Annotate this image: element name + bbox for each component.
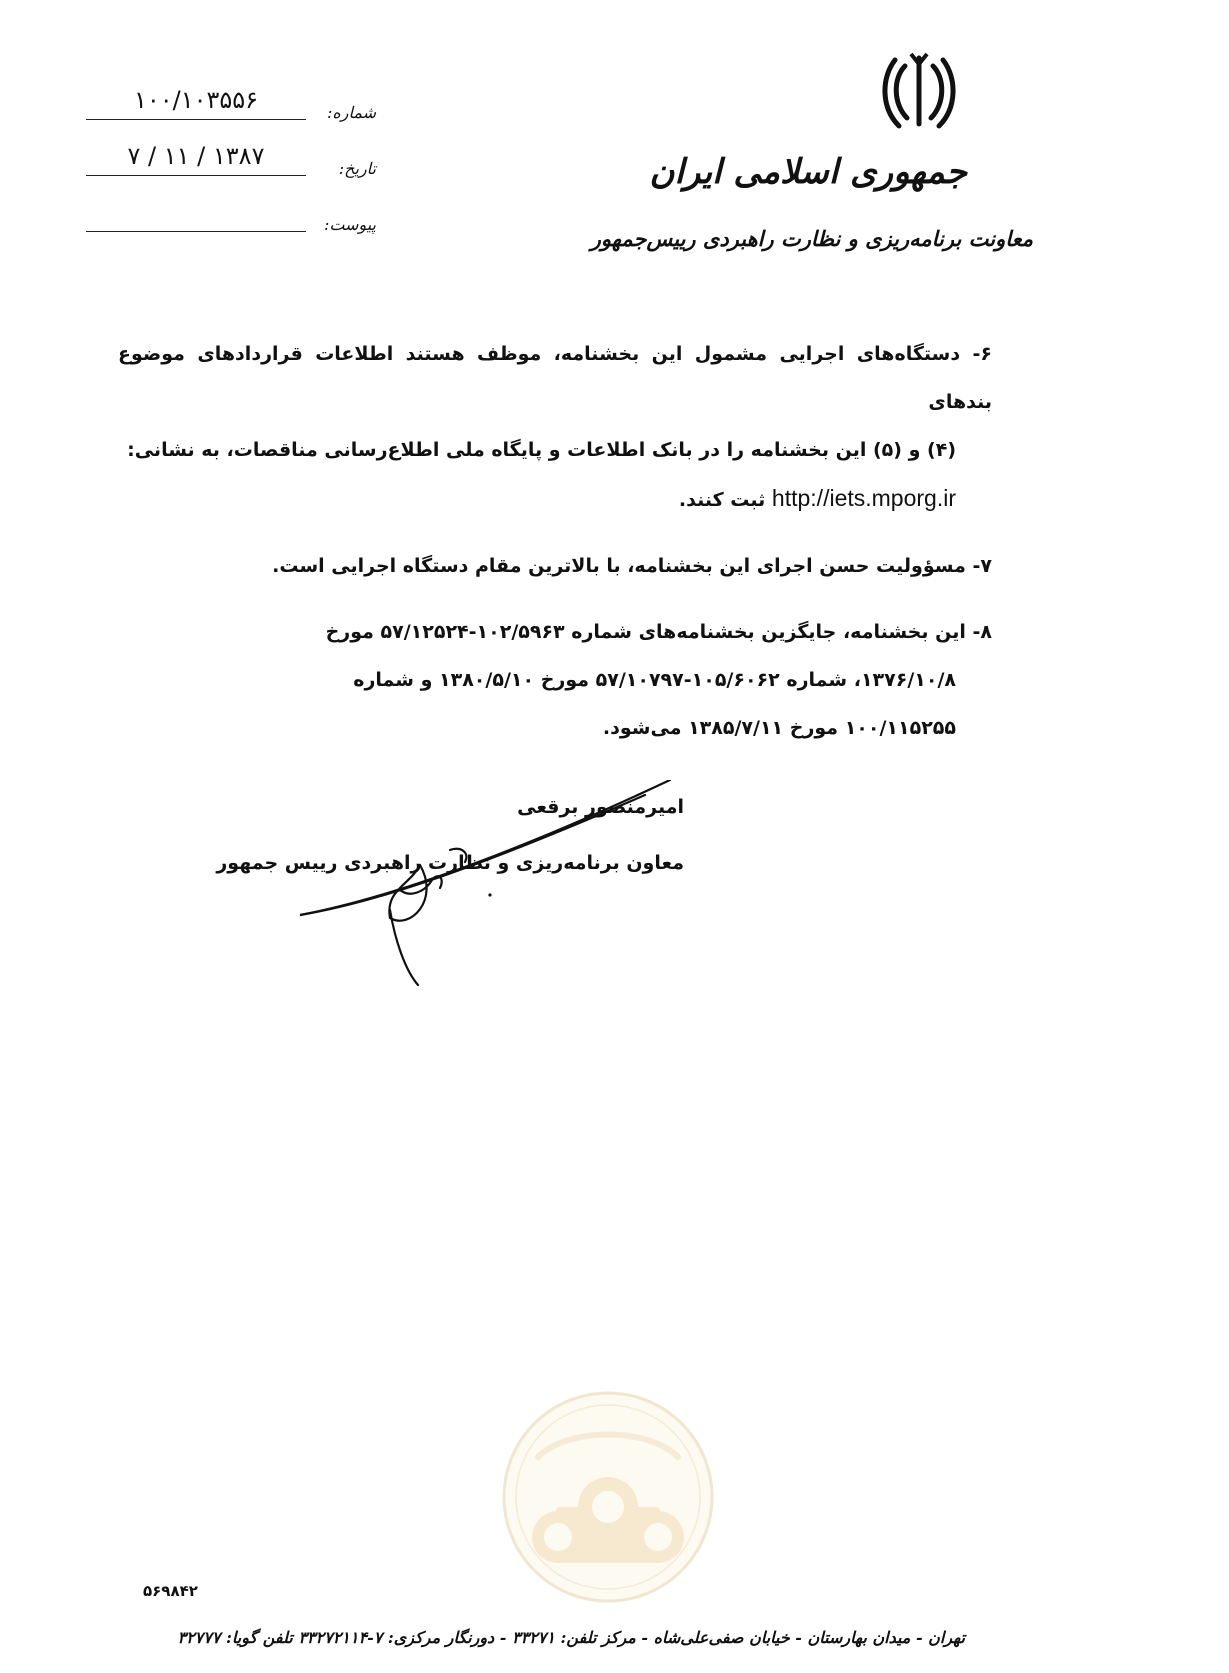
paragraph-6-text: دستگاه‌های اجرایی مشمول این بخشنامه، موظف هستند اطلاعات قراردادهای موضوع بندهای	[118, 343, 992, 413]
portal-url-link[interactable]: http://iets.mporg.ir	[771, 485, 956, 511]
paragraph-8	[118, 608, 992, 752]
paragraph-7-number: ۷-	[972, 555, 992, 577]
paragraph-7	[118, 542, 992, 590]
paragraph-8-line2: ۱۳۷۶/۱۰/۸، شماره ۱۰۵/۶۰۶۲-۵۷/۱۰۷۹۷ مورخ ۱۳۸۰/۵/۱۰ و شماره	[353, 669, 956, 691]
national-emblem-icon	[879, 48, 959, 132]
footer-code: ۵۶۹۸۴۲	[143, 1582, 198, 1600]
date-value: ۱۳۸۷ / ۱۱ / ۷	[127, 142, 265, 170]
paragraph-6-end: ثبت کنند.	[678, 489, 766, 511]
watermark-seal-icon	[498, 1387, 718, 1607]
signer-name: امیرمنصور برقعی	[517, 796, 684, 818]
paragraph-7-text: مسؤولیت حسن اجرای این بخشنامه، با بالاترین مقام دستگاه اجرایی است.	[272, 555, 966, 577]
paragraph-6-line2: (۴) و (۵) این بخشنامه را در بانک اطلاعات و پایگاه ملی اطلاع‌رسانی مناقصات، به نشانی:	[127, 439, 956, 461]
number-label: شماره:	[326, 103, 376, 122]
footer-address: تهران - میدان بهارستان - خیابان صفی‌علی‌شاه - مرکز تلفن: ۳۳۲۷۱ - دورنگار مرکزی: ۷-۳۳۲۷۲۱۱۴ تلفن گویا: ۳۲۷۷۷	[177, 1628, 965, 1647]
attachment-underline	[86, 231, 306, 232]
date-label: تاریخ:	[338, 159, 376, 178]
signer-title: معاون برنامه‌ریزی و نظارت راهبردی رییس جمهور	[216, 852, 684, 874]
paragraph-6-number: ۶-	[972, 343, 992, 365]
paragraph-8-line3: ۱۰۰/۱۱۵۲۵۵ مورخ ۱۳۸۵/۷/۱۱ می‌شود.	[602, 717, 956, 739]
number-value: ۱۰۰/۱۰۳۵۵۶	[133, 86, 259, 114]
number-underline	[86, 119, 306, 120]
date-field	[86, 142, 376, 182]
paragraph-6-line3	[118, 474, 992, 524]
paragraph-8-text: این بخشنامه، جایگزین بخشنامه‌های شماره ۱۰۲/۵۹۶۳-۵۷/۱۲۵۲۴ مورخ	[325, 621, 966, 643]
ministry-title: معاونت برنامه‌ریزی و نظارت راهبردی رییس‌جمهور	[590, 226, 1033, 251]
letter-body	[118, 330, 992, 770]
date-underline	[86, 175, 306, 176]
attachment-field	[86, 198, 376, 238]
country-title: جمهوری اسلامی ایران	[649, 152, 967, 192]
number-field	[86, 86, 376, 126]
attachment-label: پیوست:	[323, 215, 376, 234]
paragraph-6	[118, 330, 992, 524]
paragraph-8-number: ۸-	[972, 621, 992, 643]
